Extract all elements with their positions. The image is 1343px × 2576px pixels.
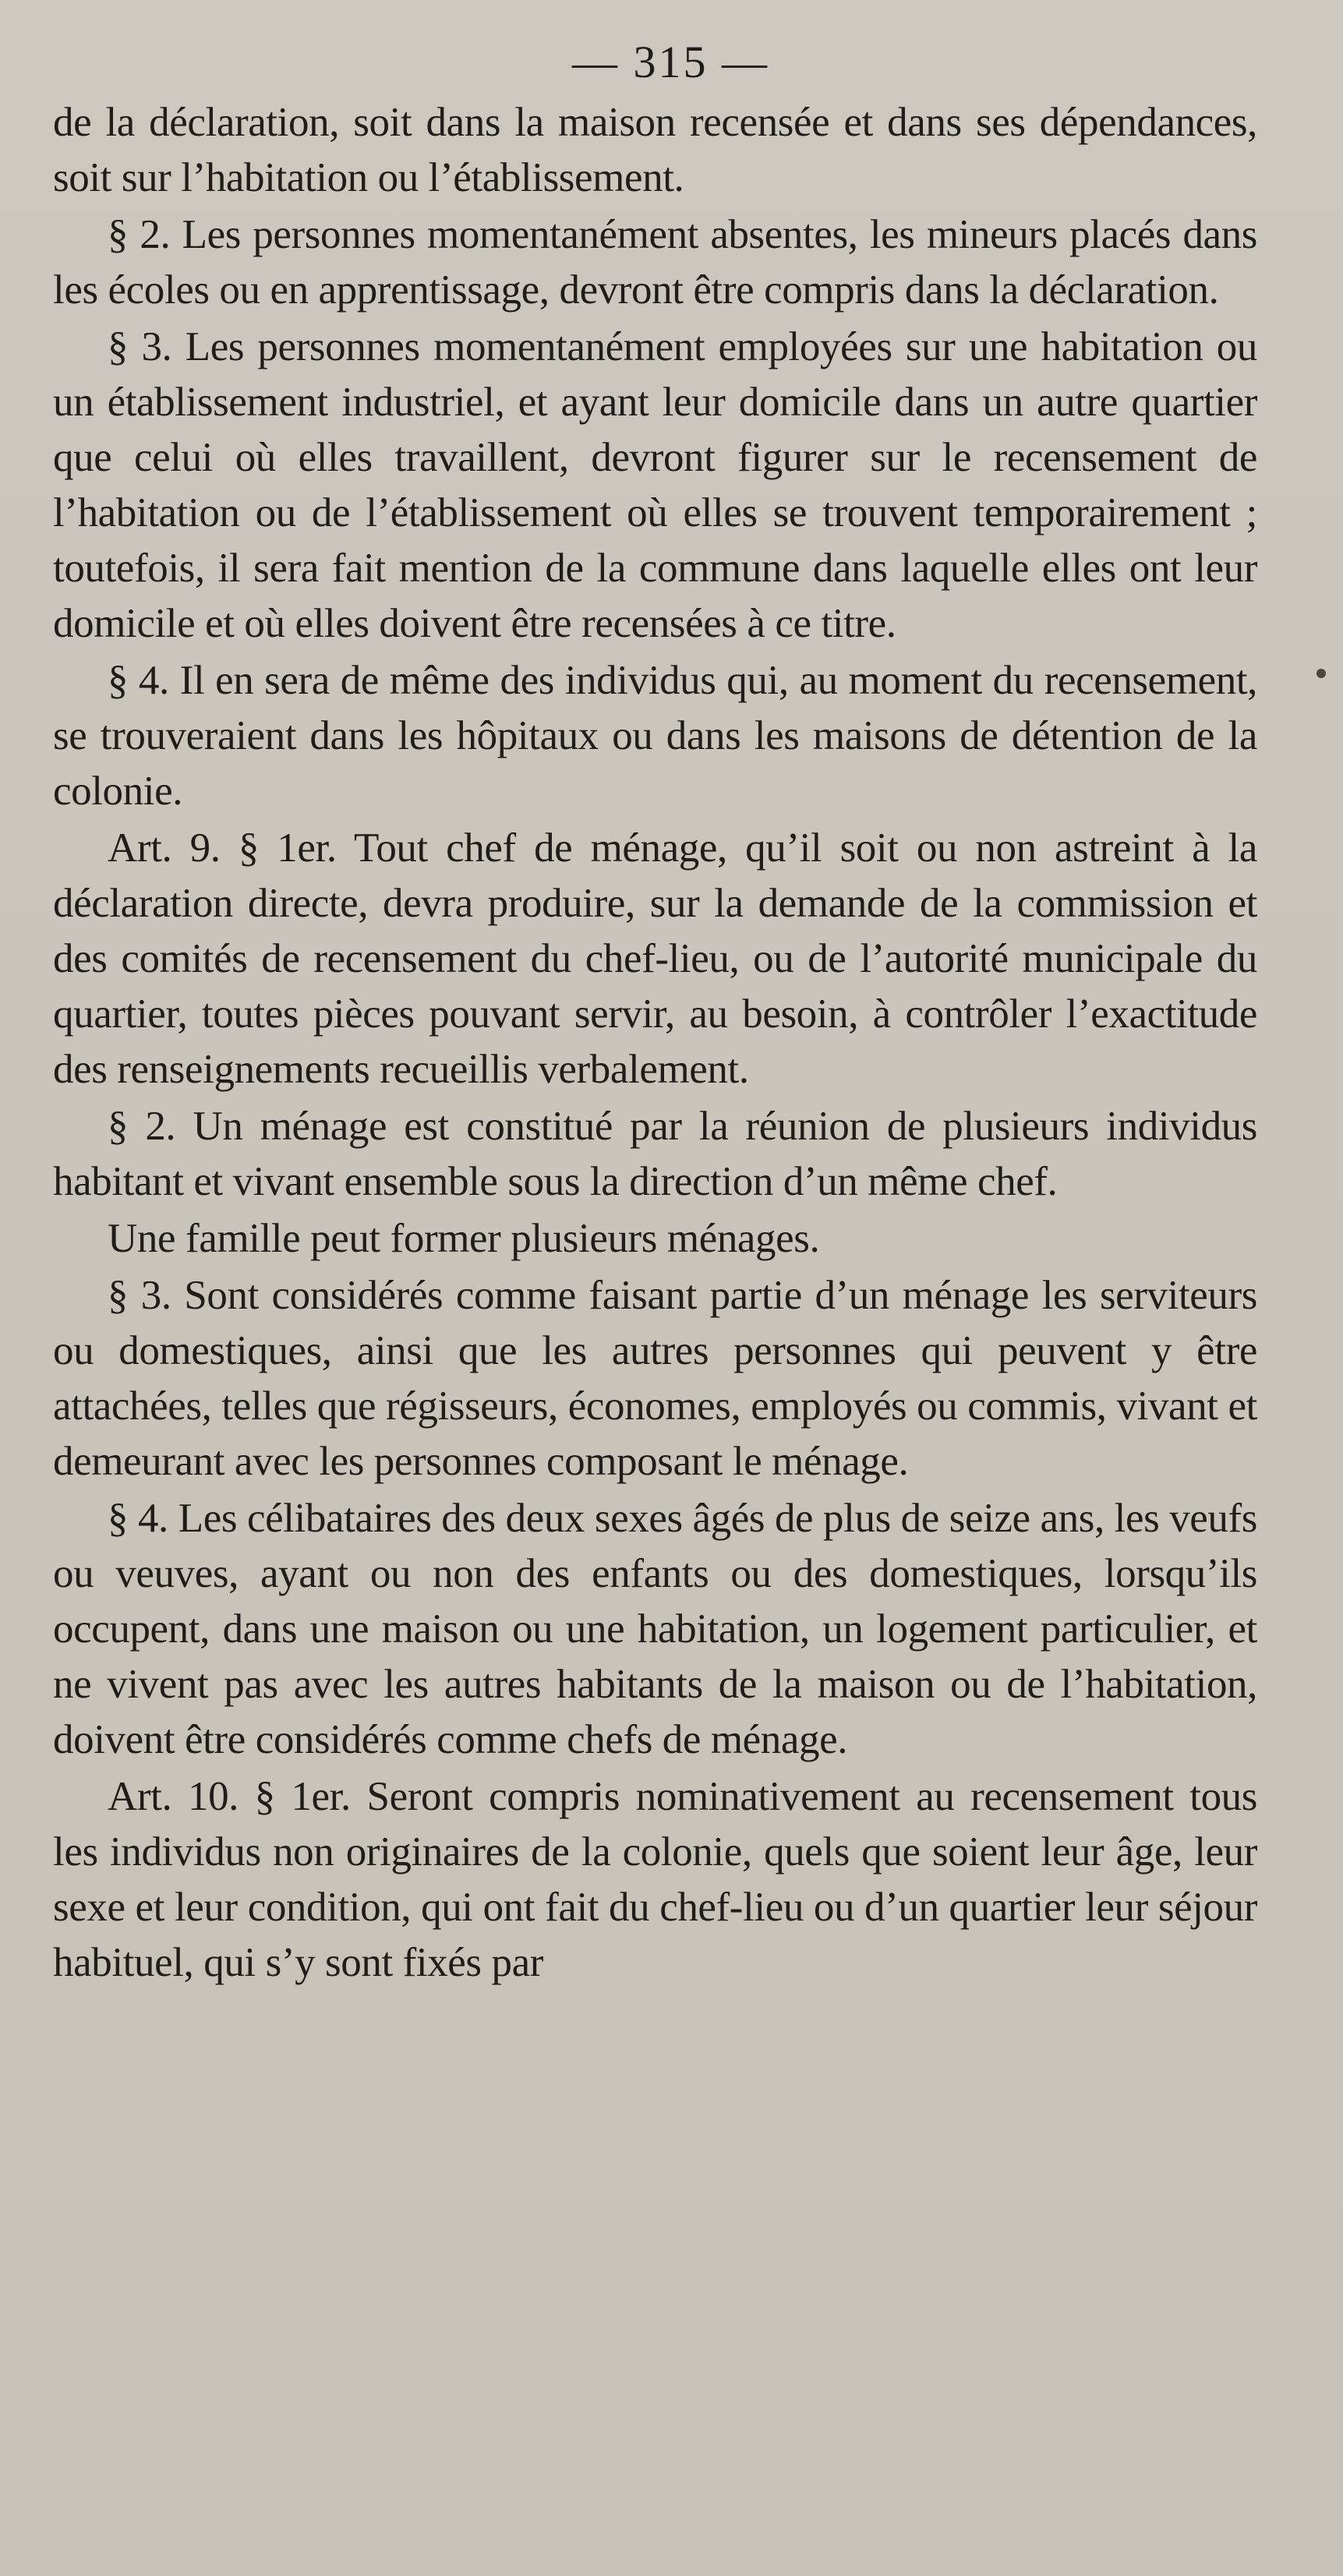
- paragraph-article-9-section-4: § 4. Les célibataires des deux sexes âgés de plus de seize ans, les veufs ou veuves, ayant ou non des enfants ou des domestiques, lorsqu’ils occupent, dans une maison ou une habitation, un logement particulier, et ne vivent pas avec les autres habitants de la maison ou de l’habitation, doivent être considérés comme chefs de ménage.: [53, 1496, 1257, 1762]
- paragraph-section-4: § 4. Il en sera de même des individus qui, au moment du recensement, se trouveraient dans les hôpitaux ou dans les maisons de détention de la colonie.: [53, 658, 1257, 814]
- paragraph-article-10: Art. 10. § 1er. Seront compris nominativement au recensement tous les individus non originaires de la colonie, quels que soient leur âge, leur sexe et leur condition, qui ont fait du chef-lieu ou d’un quartier leur séjour habituel, qui s’y sont fixés par: [53, 1774, 1257, 1985]
- paragraph-section-3: § 3. Les personnes momentanément employées sur une habitation ou un établissement industriel, et ayant leur domicile dans un autre quartier que celui où elles travaillent, devront figurer sur le recensement de l’habitation ou de l’établissement où elles se trouvent temporairement ; toutefois, il sera fait mention de la commune dans laquelle elles ont leur domicile et où elles doivent être recensées à ce titre.: [53, 324, 1257, 646]
- paragraph-article-9: Art. 9. § 1er. Tout chef de ménage, qu’il soit ou non astreint à la déclaration directe, devra produire, sur la demande de la commission et des comités de recensement du chef-lieu, ou de l’autorité municipale du quartier, toutes pièces pouvant servir, au besoin, à contrôler l’exactitude des renseignements recueillis verbalement.: [53, 825, 1257, 1092]
- paragraph-famille: Une famille peut former plusieurs ménages.: [108, 1216, 820, 1261]
- page-number: — 315 —: [572, 37, 769, 87]
- ink-speck: [1316, 669, 1326, 678]
- paragraph-article-9-section-2: § 2. Un ménage est constitué par la réunion de plusieurs individus habitant et vivant ensemble sous la direction d’un même chef.: [53, 1104, 1257, 1204]
- paragraph-continuation: de la déclaration, soit dans la maison recensée et dans ses dépendances, soit sur l’habitation ou l’établissement.: [53, 100, 1257, 200]
- paragraph-section-2: § 2. Les personnes momentanément absentes, les mineurs placés dans les écoles ou en apprentissage, devront être compris dans la déclaration.: [53, 212, 1257, 313]
- page-body: [53, 95, 1257, 1991]
- paragraph-article-9-section-3: § 3. Sont considérés comme faisant partie d’un ménage les serviteurs ou domestiques, ainsi que les autres personnes qui peuvent y être attachées, telles que régisseurs, économes, employés ou commis, vivant et demeurant avec les personnes composant le ménage.: [53, 1273, 1257, 1484]
